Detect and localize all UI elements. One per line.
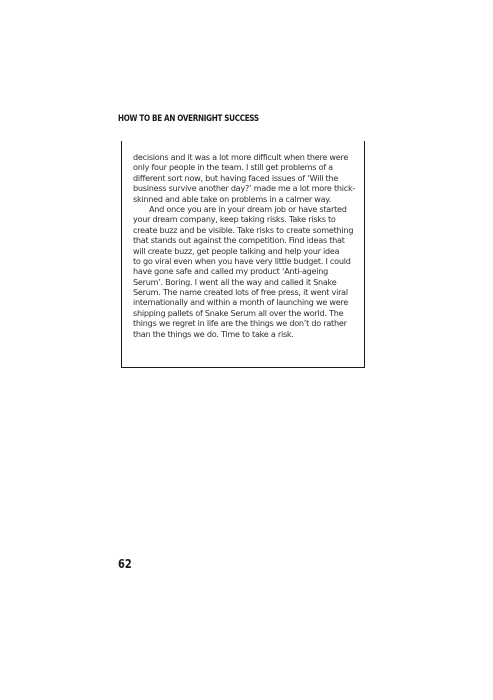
text-line: to go viral even when you have very little budget. I could — [133, 255, 351, 266]
text-line: Serum’. Boring. I went all the way and called it Snake — [133, 276, 337, 287]
text-line: create buzz and be visible. Take risks to create something — [133, 224, 354, 235]
box-body-text — [133, 152, 357, 339]
text-line: that stands out against the competition. Find ideas that — [133, 235, 345, 246]
text-line: decisions and it was a lot more difficult when there were — [133, 152, 349, 162]
text-line: Serum. The name created lots of free press, it went viral — [133, 287, 348, 298]
text-line-paragraph-start: And once you are in your dream job or have started — [149, 203, 347, 214]
text-line: shipping pallets of Snake Serum all over the world. The — [133, 307, 344, 318]
text-line: things we regret in life are the things we don’t do rather — [133, 318, 347, 329]
text-line: have gone safe and called my product ‘Anti-ageing — [133, 266, 329, 277]
page-number: 62 — [118, 557, 132, 571]
text-line: only four people in the team. I still get problems of a — [133, 162, 333, 173]
text-line: different sort now, but having faced issues of ‘Will the — [133, 172, 339, 183]
text-line: your dream company, keep taking risks. Take risks to — [133, 214, 336, 225]
text-line: business survive another day?’ made me a lot more thick- — [133, 183, 356, 194]
text-line: skinned and able take on problems in a calmer way. — [133, 193, 332, 204]
text-line: will create buzz, get people talking and help your idea — [133, 245, 340, 256]
text-line: than the things we do. Time to take a risk. — [133, 328, 294, 339]
running-head: HOW TO BE AN OVERNIGHT SUCCESS — [118, 113, 259, 123]
text-line: internationally and within a month of launching we were — [133, 297, 349, 308]
